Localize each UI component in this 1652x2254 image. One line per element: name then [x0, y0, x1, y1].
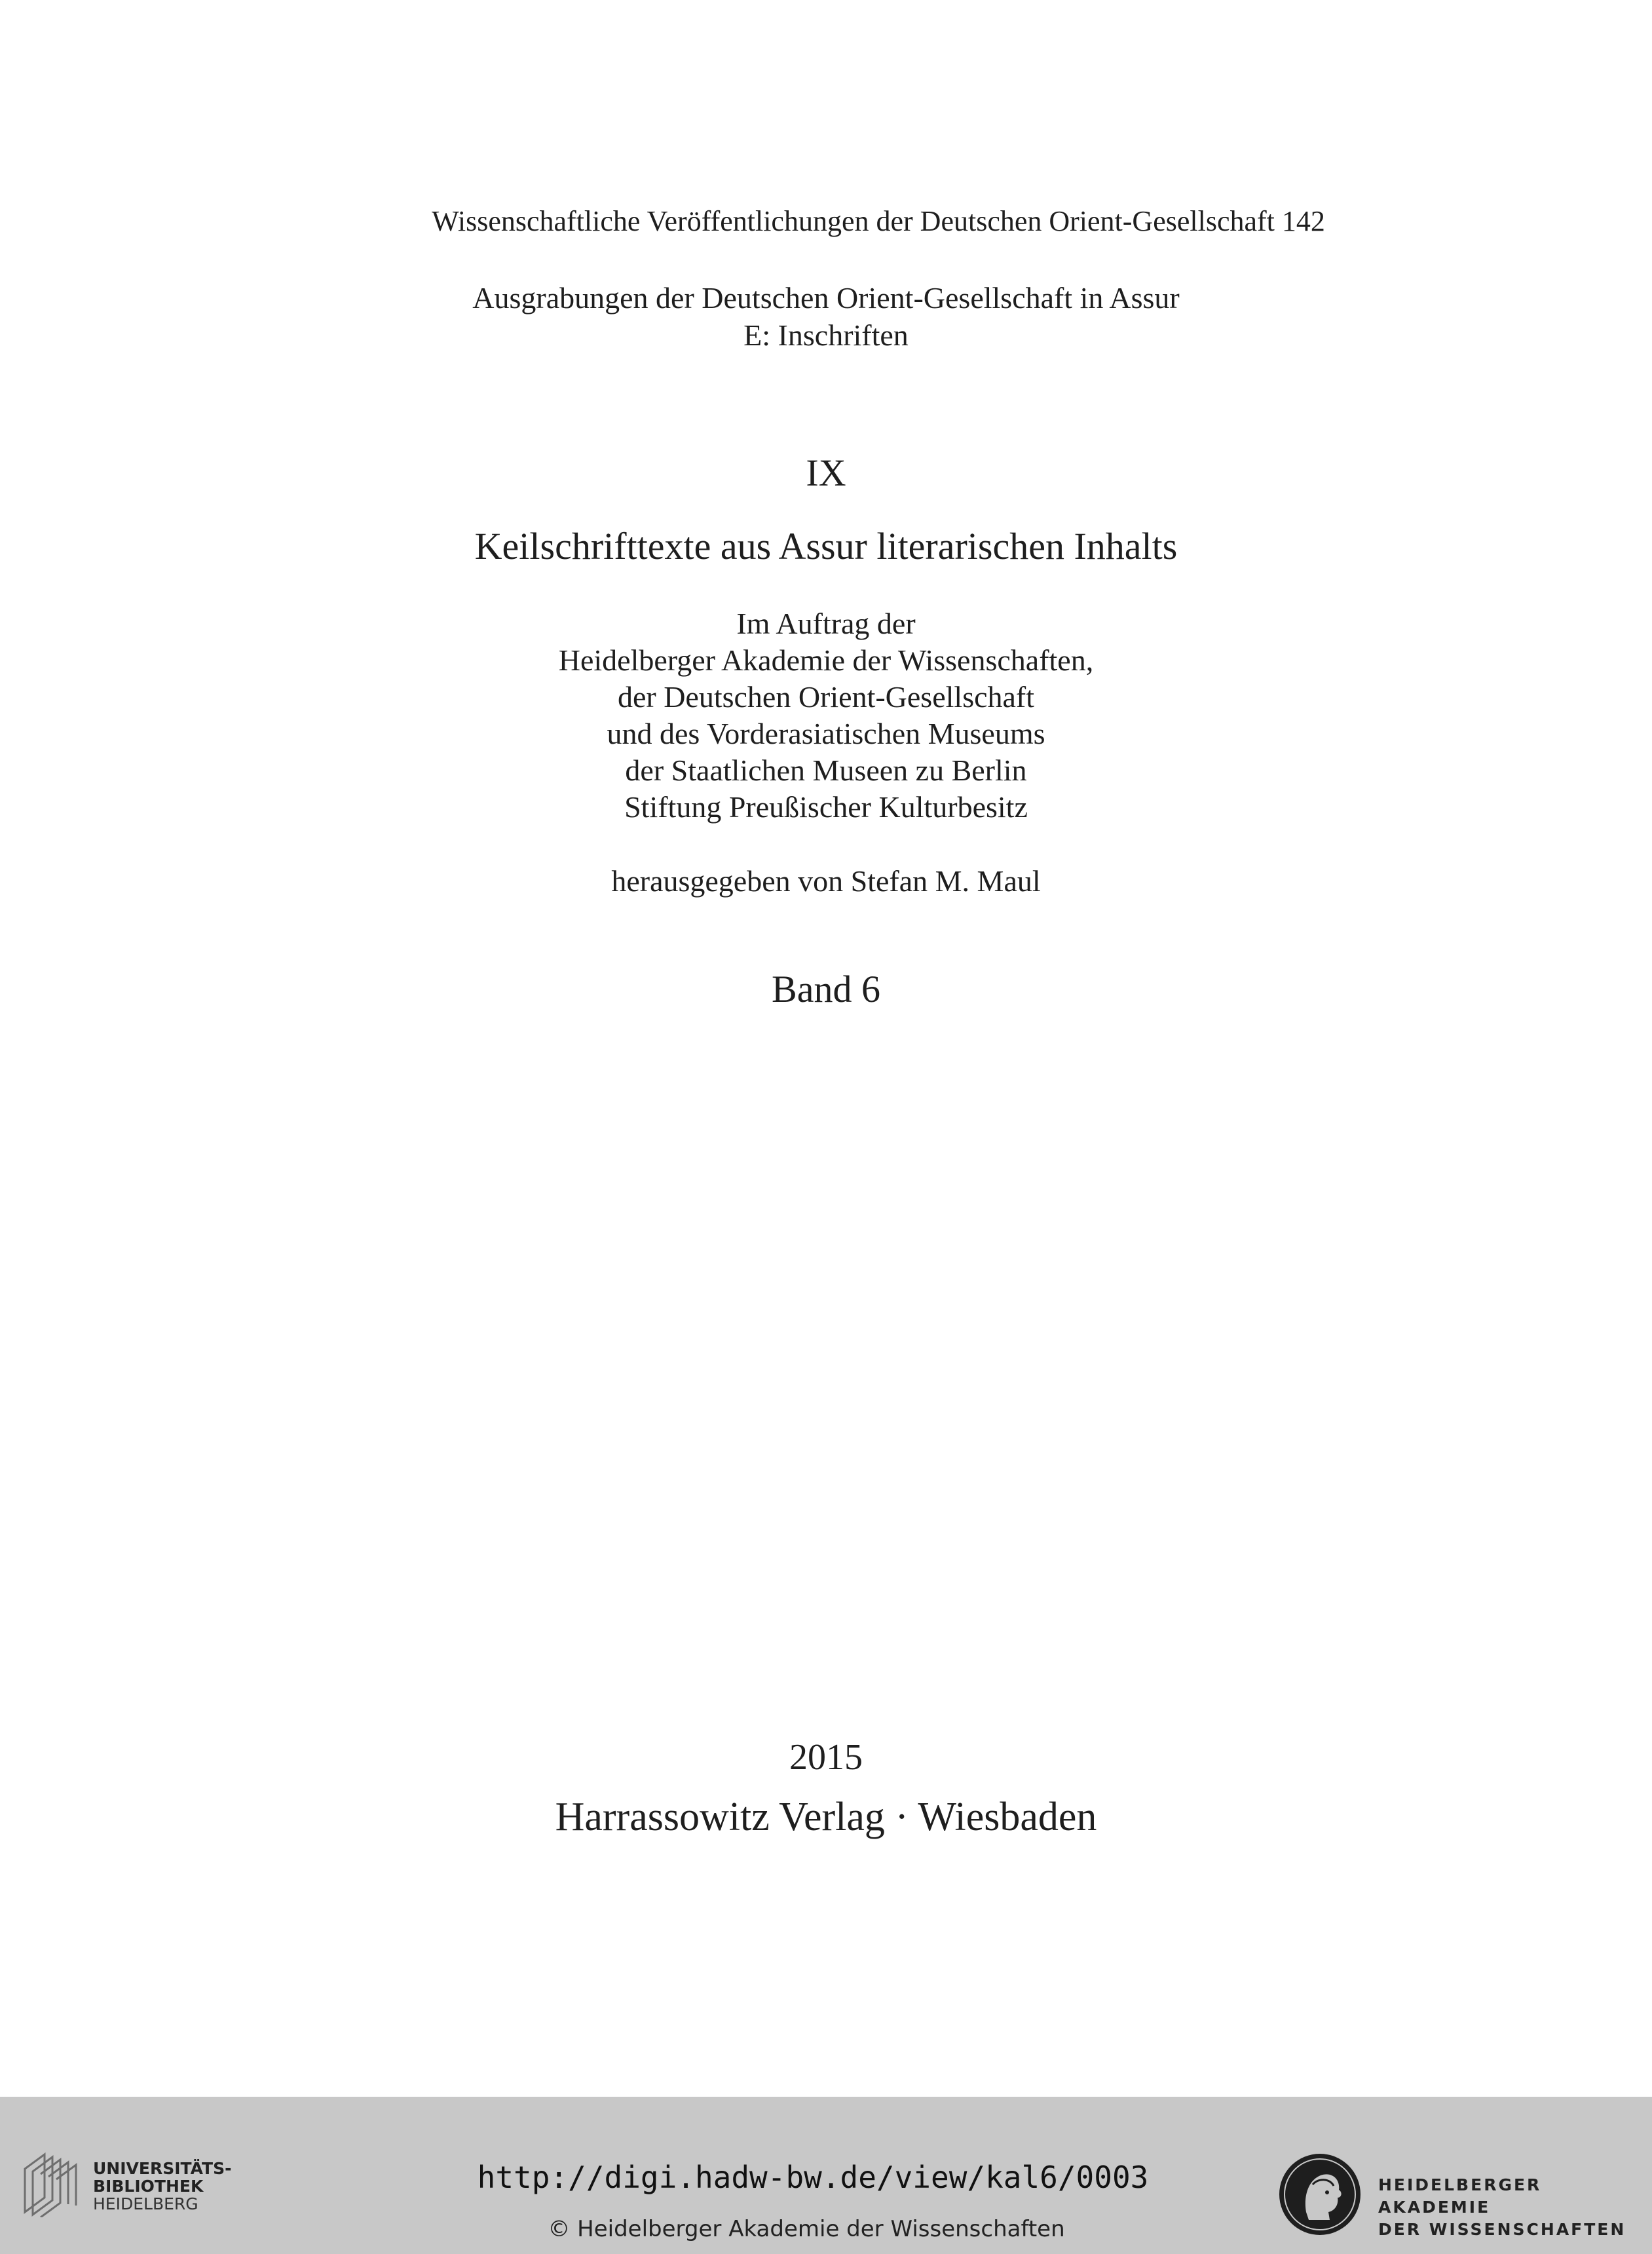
ub-logo-line: BIBLIOTHEK: [93, 2177, 204, 2196]
main-title: Keilschrifttexte aus Assur literarischen Inhalts: [474, 525, 1178, 567]
copyright-text: © Heidelberger Akademie der Wissenschaften: [548, 2216, 1065, 2242]
publication-year: 2015: [789, 1737, 863, 1778]
ub-logo-line: UNIVERSITÄTS-: [93, 2159, 232, 2178]
commission-line: der Deutschen Orient-Gesellschaft: [617, 680, 1035, 714]
volume-number: IX: [806, 451, 846, 494]
commission-line: der Staatlichen Museen zu Berlin: [625, 754, 1027, 787]
subseries-block: [0, 279, 1652, 354]
commission-line: Im Auftrag der: [736, 607, 916, 640]
band-number: Band 6: [772, 968, 880, 1010]
hadw-logo-line: HEIDELBERGER AKADEMIE: [1378, 2175, 1542, 2217]
commission-line: Stiftung Preußischer Kulturbesitz: [624, 790, 1028, 824]
series-title: Wissenschaftliche Veröffentlichungen der Deutschen Orient-Gesellschaft 142: [432, 205, 1325, 237]
permalink-url-text[interactable]: http://digi.hadw-bw.de/view/kal6/0003: [477, 2160, 1149, 2195]
subseries-line-2: E: Inschriften: [743, 318, 909, 352]
hadw-logo-line: DER WISSENSCHAFTEN: [1378, 2220, 1626, 2239]
commission-block: [0, 605, 1652, 826]
hadw-logo-text: [1378, 2174, 1652, 2241]
commission-line: und des Vorderasiatischen Museums: [607, 717, 1045, 750]
ub-logo-line: HEIDELBERG: [93, 2194, 198, 2213]
digitization-footer: [0, 2097, 1652, 2254]
commission-line: Heidelberger Akademie der Wissenschaften,: [558, 643, 1094, 677]
editor-line: herausgegeben von Stefan M. Maul: [611, 864, 1041, 898]
publisher: Harrassowitz Verlag · Wiesbaden: [555, 1795, 1097, 1839]
athena-head-seal-icon: [1277, 2152, 1362, 2237]
subseries-line-1: Ausgrabungen der Deutschen Orient-Gesellschaft in Assur: [472, 281, 1180, 315]
